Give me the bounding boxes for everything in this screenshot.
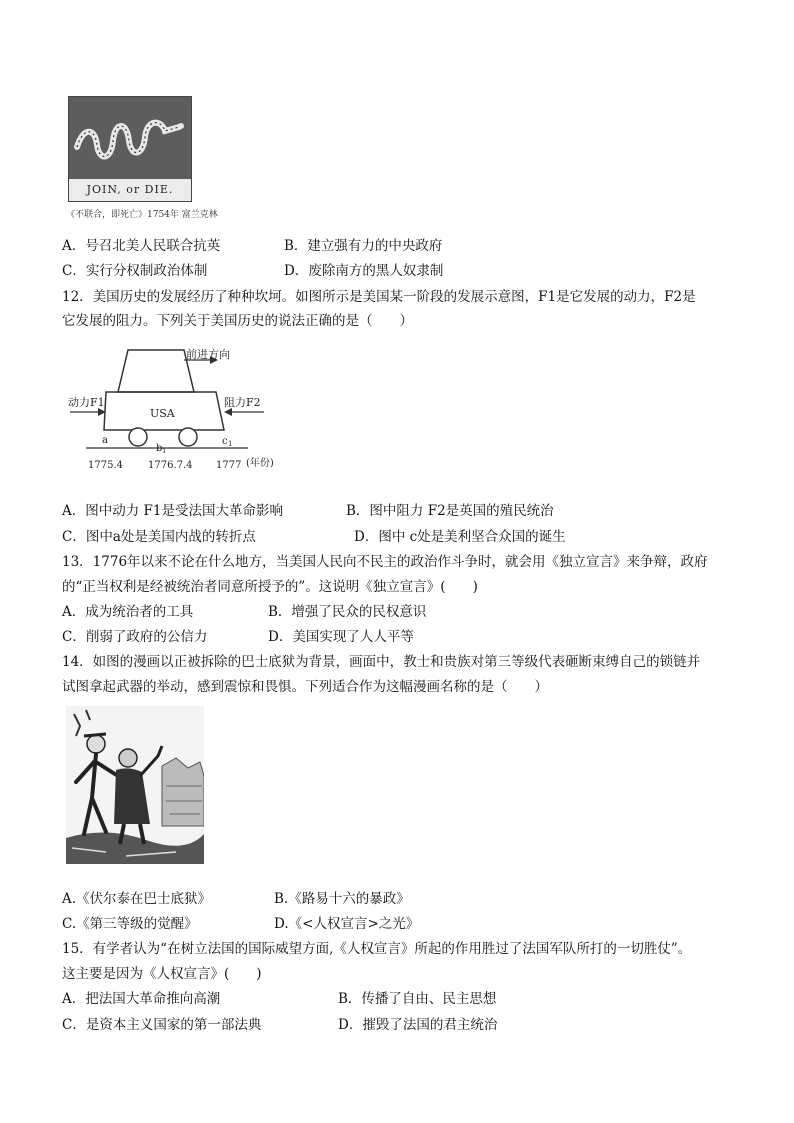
date-1777: 1777 <box>216 460 242 471</box>
q12-option-b[interactable]: B．图中阻力 F2是英国的殖民统治 <box>346 503 554 519</box>
snake-caption: JOIN, or DIE. <box>69 179 191 201</box>
q13-option-c[interactable]: C．削弱了政府的公信力 <box>62 629 208 645</box>
q14-stem-line2: 试图拿起武器的举动，感到震惊和畏惧。下列适合作为这幅漫画名称的是（ ） <box>62 679 548 695</box>
q13-stem-line1: 13．1776年以来不论在什么地方，当美国人民向不民主的政治作斗争时，就会用《独立宣言》来争辩，政府 <box>62 554 708 570</box>
q11-option-d[interactable]: D．废除南方的黑人奴隶制 <box>284 263 444 279</box>
q13-option-b[interactable]: B．增强了民众的民权意识 <box>268 604 427 620</box>
force2-label: 阻力F2 <box>224 396 261 409</box>
point-a: a <box>102 435 108 446</box>
force1-label: 动力F1 <box>68 396 105 409</box>
q12-stem-line2: 它发展的阻力。下列关于美国历史的说法正确的是（ ） <box>62 313 413 329</box>
direction-label: 前进方向 <box>186 348 230 361</box>
wheel-rear <box>179 428 197 446</box>
snake-icon <box>69 97 191 179</box>
car-cabin <box>118 350 194 392</box>
q11-option-a[interactable]: A．号召北美人民联合抗英 <box>62 238 221 254</box>
q12-stem-line1: 12．美国历史的发展经历了种种坎坷。如图所示是美国某一阶段的发展示意图，F1是它发展的动力，F2是 <box>62 289 696 305</box>
q12-option-d[interactable]: D．图中 c处是美利坚合众国的诞生 <box>354 529 566 545</box>
point-c: c <box>222 436 228 447</box>
q11-option-b[interactable]: B．建立强有力的中央政府 <box>284 238 443 254</box>
point-b-sub: 1 <box>162 447 167 455</box>
axis-unit: (年份) <box>246 458 274 469</box>
third-estate-cartoon <box>66 706 204 864</box>
usa-development-diagram <box>66 340 296 490</box>
point-c-sub: 1 <box>228 440 233 448</box>
q14-option-b[interactable]: B.《路易十六的暴政》 <box>274 891 410 907</box>
q14-option-c[interactable]: C.《第三等级的觉醒》 <box>62 916 198 932</box>
q13-option-a[interactable]: A．成为统治者的工具 <box>62 604 194 620</box>
date-1776: 1776.7.4 <box>148 460 193 471</box>
car-label: USA <box>150 407 175 420</box>
q13-stem-line2: 的“正当权利是经被统治者同意所授予的”。这说明《独立宣言》( ) <box>62 579 478 595</box>
figure-credit: 《不联合，即死亡》1754年 富兰克林 <box>66 210 218 220</box>
date-1775: 1775.4 <box>88 460 123 471</box>
q15-option-c[interactable]: C．是资本主义国家的第一部法典 <box>62 1017 262 1033</box>
q15-option-d[interactable]: D．摧毁了法国的君主统治 <box>338 1017 498 1033</box>
wheel-front <box>129 428 147 446</box>
point-b: b <box>156 443 163 454</box>
q15-stem-line1: 15．有学者认为“在树立法国的国际威望方面,《人权宣言》所起的作用胜过了法国军队所打的一切胜仗”。 <box>62 941 692 957</box>
q13-option-d[interactable]: D．美国实现了人人平等 <box>268 629 414 645</box>
q15-stem-line2: 这主要是因为《人权宣言》( ) <box>62 966 262 982</box>
q11-option-c[interactable]: C．实行分权制政治体制 <box>62 263 208 279</box>
q14-stem-line1: 14．如图的漫画以正被拆除的巴士底狱为背景，画面中，教士和贵族对第三等级代表砸断束缚自己的锁链并 <box>62 654 701 670</box>
q14-option-d[interactable]: D.《<人权宣言>之光》 <box>274 916 420 932</box>
q15-option-b[interactable]: B．传播了自由、民主思想 <box>338 991 497 1007</box>
q12-option-a[interactable]: A．图中动力 F1是受法国大革命影响 <box>62 503 283 519</box>
join-or-die-cartoon <box>68 96 192 202</box>
q14-option-a[interactable]: A.《伏尔泰在巴士底狱》 <box>62 891 212 907</box>
q12-option-c[interactable]: C．图中a处是美国内战的转折点 <box>62 529 256 545</box>
q15-option-a[interactable]: A．把法国大革命推向高潮 <box>62 991 221 1007</box>
